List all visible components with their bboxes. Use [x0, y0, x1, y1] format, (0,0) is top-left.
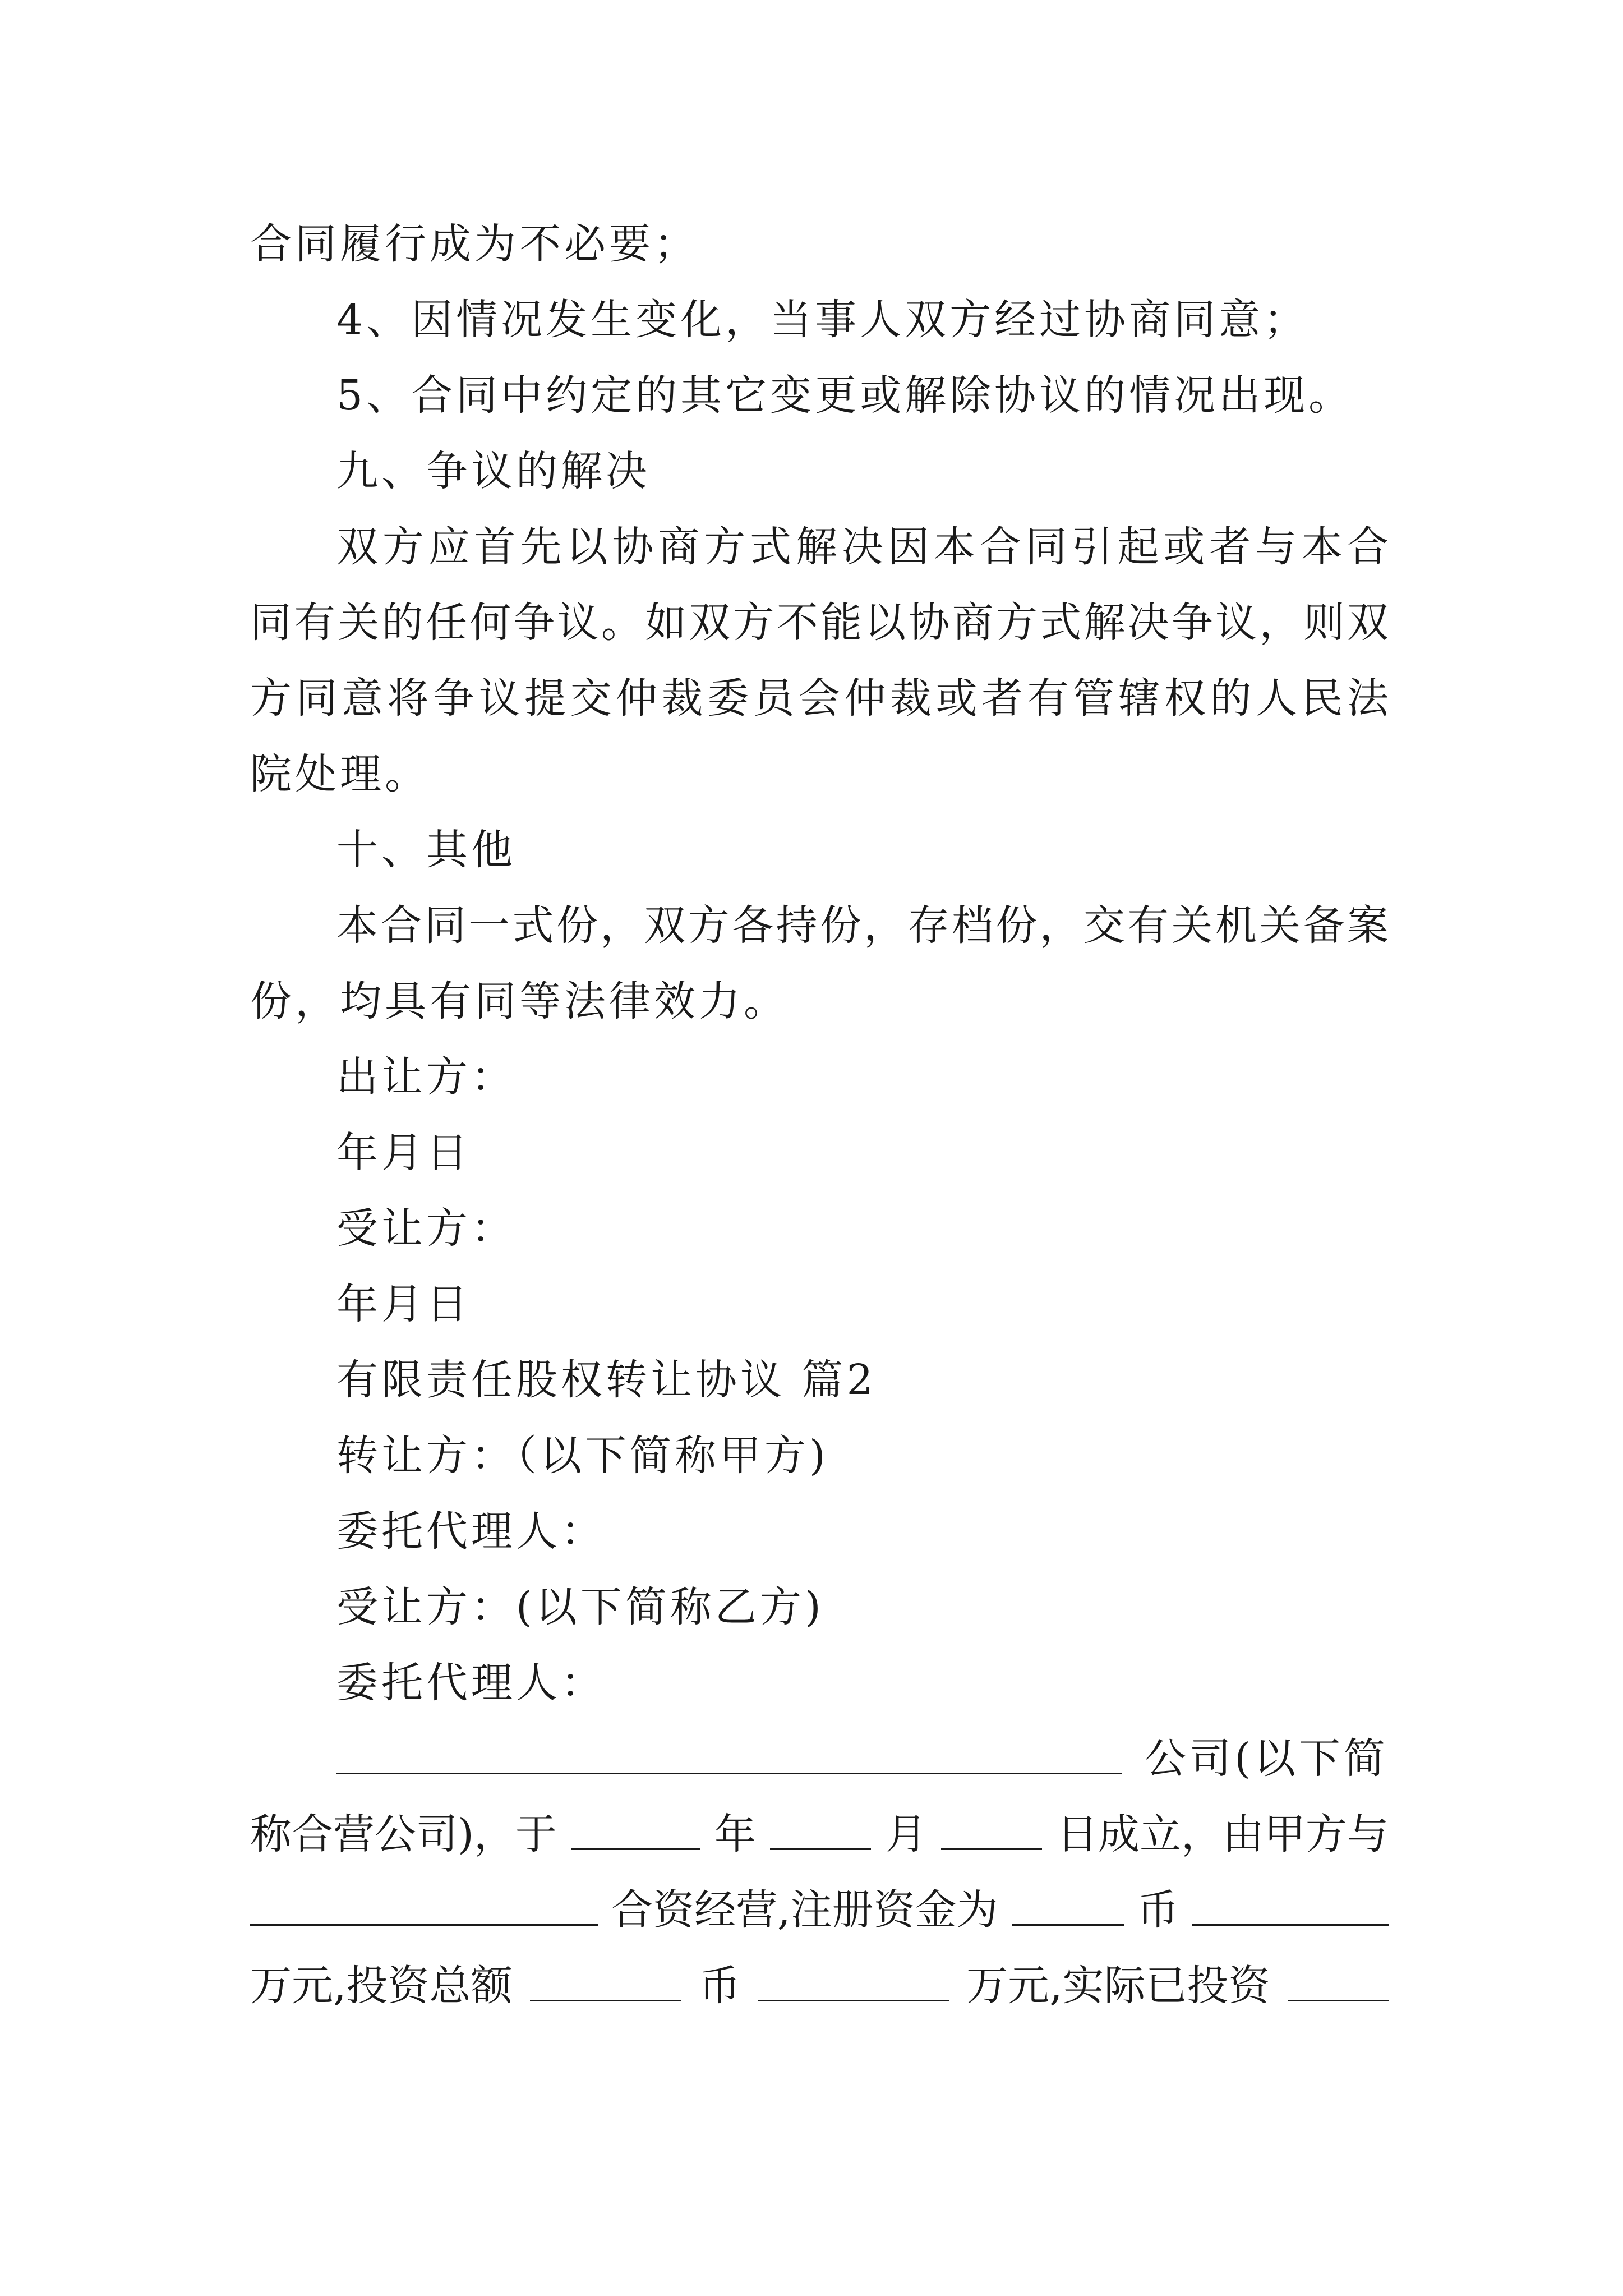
glyph: ，: [600, 901, 642, 950]
form-text: 合资经营,注册资金为: [611, 1886, 998, 1934]
paragraph-line: [336, 901, 1389, 950]
glyph: 辖: [1118, 674, 1160, 723]
glyph: 将: [387, 674, 429, 723]
glyph: 商: [952, 599, 994, 647]
glyph: 先: [520, 523, 562, 571]
glyph: 议: [557, 599, 599, 647]
form-text: 月: [885, 1810, 927, 1858]
partner-blank[interactable]: [250, 1889, 598, 1926]
glyph: 方: [732, 599, 774, 647]
form-text: 万元,投资总额: [250, 1962, 513, 2010]
glyph: 引: [1071, 523, 1113, 571]
agent-label: 委托代理人：: [336, 1659, 606, 1707]
form-text: 公司(以下简: [1145, 1734, 1389, 1783]
glyph: 备: [1303, 901, 1345, 950]
party-a-line: 转让方：（以下简称甲方): [336, 1432, 829, 1480]
date-label: 年月日: [336, 1129, 471, 1177]
glyph: 则: [1303, 599, 1345, 647]
glyph: 首: [474, 523, 516, 571]
glyph: 不: [776, 599, 818, 647]
glyph: 档: [951, 901, 993, 950]
glyph: 或: [935, 674, 978, 723]
glyph: 双: [336, 523, 378, 571]
glyph: 双: [644, 901, 686, 950]
glyph: 同: [296, 674, 338, 723]
glyph: 权: [1164, 674, 1206, 723]
glyph: 方: [995, 599, 1038, 647]
glyph: 裁: [890, 674, 932, 723]
glyph: 双: [689, 599, 731, 647]
day-blank[interactable]: [941, 1814, 1042, 1850]
glyph: 同: [1025, 523, 1067, 571]
glyph: ，: [1259, 599, 1301, 647]
glyph: ，: [1039, 901, 1081, 950]
glyph: 交: [1083, 901, 1125, 950]
glyph: 式: [512, 901, 554, 950]
glyph: 协: [612, 523, 654, 571]
registered-capital-currency-blank[interactable]: [1012, 1889, 1124, 1926]
glyph: 法: [1347, 674, 1389, 723]
glyph: 民: [1301, 674, 1343, 723]
glyph: 员: [753, 674, 795, 723]
glyph: 任: [425, 599, 467, 647]
form-text: 币: [1137, 1886, 1179, 1934]
glyph: 会: [799, 674, 840, 723]
glyph: 式: [750, 523, 792, 571]
section-heading-10: 十、其他: [336, 826, 516, 874]
glyph: 的: [1210, 674, 1252, 723]
agreement-title: 有限责任股权转让协议 篇2: [336, 1356, 877, 1404]
form-line-2: [250, 1810, 1389, 1858]
glyph: 解: [1083, 599, 1126, 647]
glyph: 如: [645, 599, 687, 647]
glyph: 有: [1027, 674, 1069, 723]
glyph: 何: [469, 599, 511, 647]
glyph: 争: [1171, 599, 1213, 647]
form-text: 日成立，由甲方与: [1056, 1810, 1389, 1858]
form-text: 币: [699, 1962, 741, 2010]
glyph: 双: [1347, 599, 1389, 647]
agent-label: 委托代理人：: [336, 1507, 606, 1556]
glyph: 持: [776, 901, 818, 950]
form-text: 称合营公司)，于: [250, 1810, 557, 1858]
glyph: 一: [468, 901, 510, 950]
paragraph-line: 合同履行成为不必要；: [250, 220, 699, 268]
glyph: 裁: [661, 674, 703, 723]
glyph: 以: [864, 599, 906, 647]
glyph: 方: [688, 901, 730, 950]
glyph: 意: [342, 674, 383, 723]
glyph: 有: [294, 599, 336, 647]
paragraph-line: 份，均具有同等法律效力。: [250, 977, 789, 1025]
form-text: 万元,实际已投资: [966, 1962, 1270, 2010]
glyph: 能: [820, 599, 863, 647]
total-investment-currency-blank[interactable]: [530, 1965, 681, 2001]
glyph: 关: [1259, 901, 1301, 950]
glyph: 仲: [616, 674, 657, 723]
glyph: 与: [1255, 523, 1297, 571]
glyph: 合: [1347, 523, 1389, 571]
date-label: 年月日: [336, 1280, 471, 1328]
glyph: 委: [707, 674, 749, 723]
glyph: 同: [424, 901, 466, 950]
glyph: 决: [1127, 599, 1169, 647]
glyph: 提: [524, 674, 566, 723]
glyph: 。: [601, 599, 643, 647]
glyph: 式: [1040, 599, 1082, 647]
form-line-1: [336, 1734, 1389, 1783]
glyph: 的: [381, 599, 423, 647]
glyph: 同: [250, 599, 292, 647]
company-name-blank[interactable]: [336, 1738, 1122, 1774]
glyph: 议: [1215, 599, 1257, 647]
glyph: 方: [250, 674, 292, 723]
glyph: 因: [887, 523, 929, 571]
glyph: 应: [428, 523, 470, 571]
glyph: 解: [796, 523, 838, 571]
form-text: 年: [714, 1810, 756, 1858]
glyph: 存: [907, 901, 949, 950]
glyph: 各: [732, 901, 774, 950]
transferor-label: 出让方：: [336, 1053, 516, 1101]
clause-4: 4、因情况发生变化，当事人双方经过协商同意；: [336, 296, 1309, 344]
glyph: 有: [1127, 901, 1169, 950]
glyph: 合: [380, 901, 422, 950]
glyph: 份: [556, 901, 598, 950]
glyph: 本: [1301, 523, 1343, 571]
form-line-4: [250, 1962, 1389, 2010]
clause-5: 5、合同中约定的其它变更或解除协议的情况出现。: [336, 371, 1354, 420]
glyph: 争: [513, 599, 555, 647]
paragraph-line: [250, 674, 1389, 723]
party-b-line: 受让方：(以下简称乙方): [336, 1583, 824, 1631]
glyph: 份: [819, 901, 861, 950]
glyph: 机: [1215, 901, 1257, 950]
glyph: 争: [433, 674, 474, 723]
glyph: 起: [1117, 523, 1159, 571]
transferee-label: 受让方：: [336, 1204, 516, 1253]
glyph: 关: [338, 599, 380, 647]
month-blank[interactable]: [770, 1814, 871, 1850]
glyph: 方: [382, 523, 424, 571]
glyph: 合: [979, 523, 1021, 571]
glyph: 协: [908, 599, 950, 647]
glyph: 管: [1073, 674, 1114, 723]
glyph: 关: [1171, 901, 1213, 950]
glyph: 案: [1347, 901, 1389, 950]
section-heading-9: 九、争议的解决: [336, 447, 651, 495]
glyph: 本: [933, 523, 975, 571]
actual-investment-blank[interactable]: [1288, 1965, 1389, 2001]
glyph: 者: [1209, 523, 1251, 571]
glyph: 仲: [844, 674, 886, 723]
glyph: 商: [658, 523, 700, 571]
glyph: 以: [566, 523, 608, 571]
form-line-3: [250, 1886, 1389, 1934]
glyph: ，: [864, 901, 906, 950]
glyph: 议: [478, 674, 520, 723]
paragraph-line: [250, 599, 1389, 647]
glyph: 人: [1256, 674, 1297, 723]
glyph: 决: [841, 523, 883, 571]
glyph: 本: [336, 901, 378, 950]
glyph: 者: [981, 674, 1023, 723]
glyph: 交: [570, 674, 612, 723]
year-blank[interactable]: [571, 1814, 700, 1850]
paragraph-line: [336, 523, 1389, 571]
registered-capital-amount-blank[interactable]: [1192, 1889, 1389, 1926]
paragraph-line: 院处理。: [250, 750, 430, 798]
glyph: 份: [995, 901, 1038, 950]
total-investment-amount-blank[interactable]: [758, 1965, 949, 2001]
glyph: 方: [704, 523, 746, 571]
glyph: 或: [1163, 523, 1205, 571]
